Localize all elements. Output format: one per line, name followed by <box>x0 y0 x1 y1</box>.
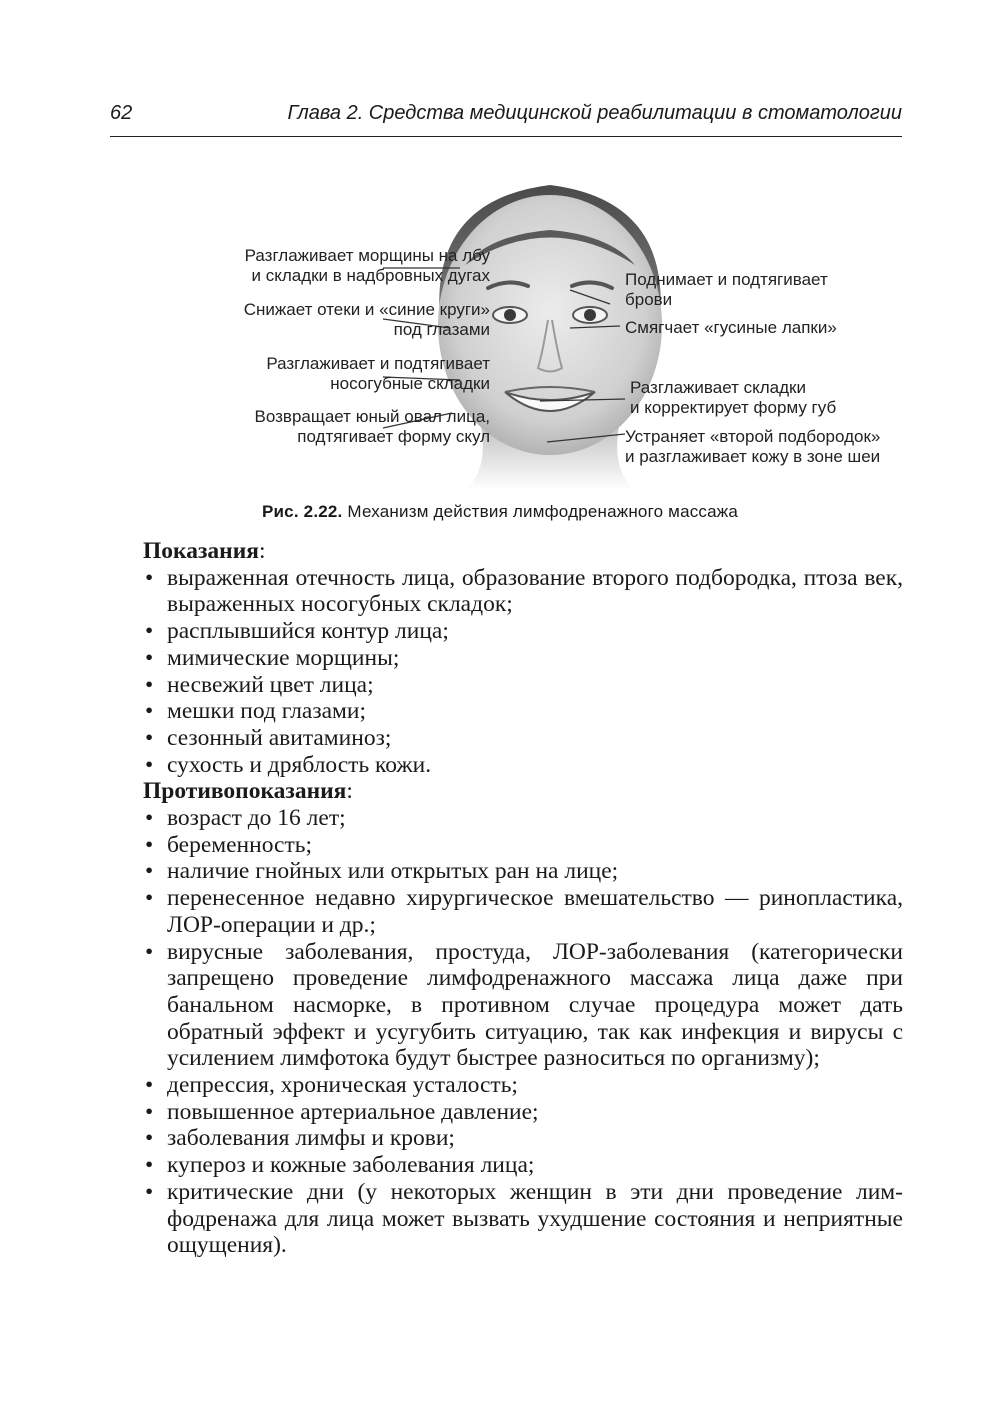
figure-caption <box>0 502 1000 522</box>
list-item: • мешки под глазами; <box>143 698 903 725</box>
callout-oval: Возвращает юный овал лица, подтягивает форму скул <box>254 407 490 446</box>
list-item: • депрессия, хроническая усталость; <box>143 1072 903 1099</box>
page-number: 62 <box>110 102 133 124</box>
callout-brows: Поднимает и подтягивает брови <box>625 270 828 309</box>
callout-forehead: Разглаживает морщины на лбу и складки в надбровных дугах <box>244 246 490 285</box>
list-item: • выраженная отечность лица, образование второго подбородка, птоза век, выраженных носогубных складок; <box>143 565 903 618</box>
figure-lymph-massage <box>100 170 910 490</box>
list-item: • вирусные заболевания, простуда, ЛОР-заболевания (категорически запрещено проведение лимфодренажного массажа лица даже при банальном насморке, в противном случае процедура может дать обратный эффект и усугубить ситуацию, так как инфекция и вирусы с усилением лимфотока будут быстрее разноситься по организму); <box>143 939 903 1073</box>
main-text <box>143 538 903 1259</box>
contraindications-heading: Противопоказания: <box>143 778 353 805</box>
list-item: • сухость и дряблость кожи. <box>143 752 903 779</box>
indications-heading: Показания: <box>143 538 266 564</box>
running-header <box>110 100 902 137</box>
callout-lips: Разглаживает складки и корректирует форму губ <box>630 378 837 417</box>
callout-under-eyes: Снижает отеки и «синие круги» под глазами <box>243 300 490 339</box>
list-item: • возраст до 16 лет; <box>143 805 903 832</box>
list-item: • перенесенное недавно хирургическое вмешательство — ринопластика, ЛОР-операции и др.; <box>143 885 903 938</box>
callout-chin: Устраняет «второй подбородок» и разглаживает кожу в зоне шеи <box>625 427 881 466</box>
caption-label: Рис. 2.22. <box>261 502 343 521</box>
list-item: • наличие гнойных или открытых ран на лице; <box>143 858 903 885</box>
list-item: • несвежий цвет лица; <box>143 672 903 699</box>
list-item: • сезонный авитаминоз; <box>143 725 903 752</box>
list-item: • повышенное артериальное давление; <box>143 1099 903 1126</box>
caption-text: Механизм действия лимфодренажного массажа <box>342 502 739 521</box>
contraindications-list <box>143 805 903 1259</box>
callout-crows-feet: Смягчает «гусиные лапки» <box>625 318 837 337</box>
list-item: • мимические морщины; <box>143 645 903 672</box>
list-item: • беременность; <box>143 832 903 859</box>
list-item: • заболевания лимфы и крови; <box>143 1125 903 1152</box>
indications-list <box>143 565 903 779</box>
callout-nasolabial: Разглаживает и подтягивает носогубные складки <box>266 354 490 393</box>
list-item: • расплывшийся контур лица; <box>143 618 903 645</box>
list-item: • критические дни (у некоторых женщин в эти дни проведение лимфодренажа для лица может вызвать ухудшение состояния и неприятные ощущения). <box>143 1179 903 1259</box>
chapter-title: Глава 2. Средства медицинской реабилитации в стоматологии <box>287 102 902 124</box>
list-item: • купероз и кожные заболевания лица; <box>143 1152 903 1179</box>
